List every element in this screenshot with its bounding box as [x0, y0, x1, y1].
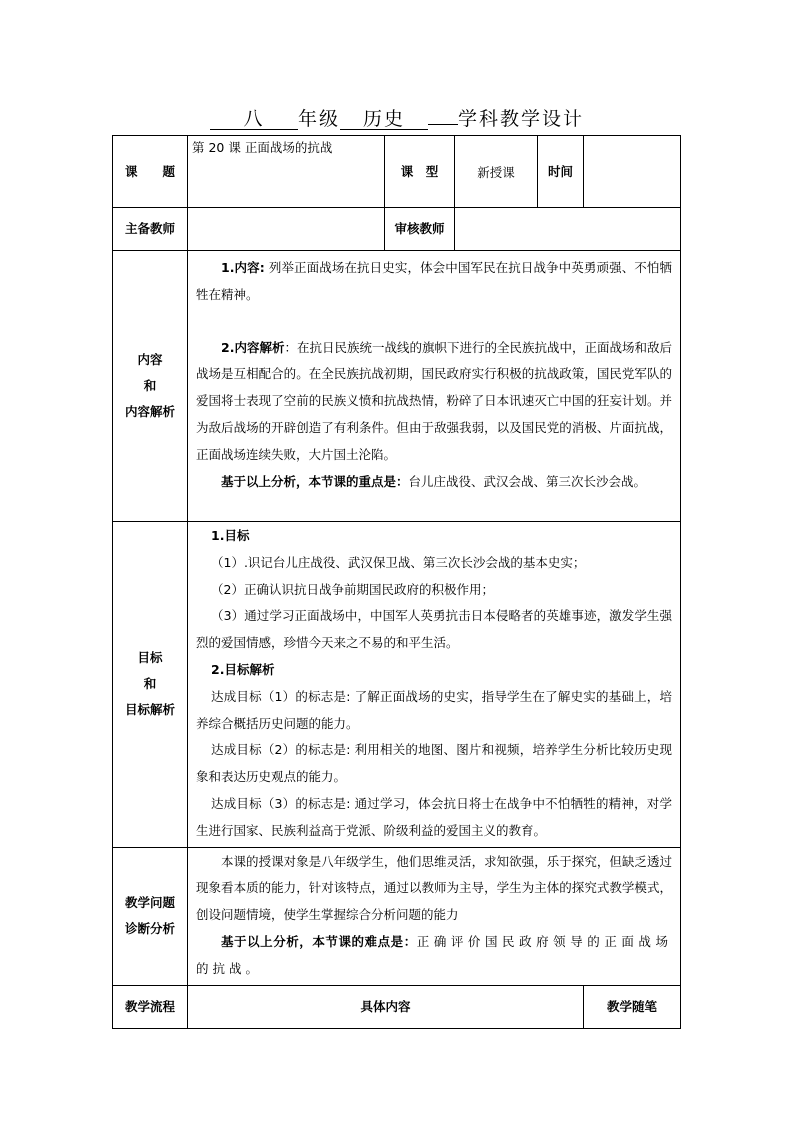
topic-label: 课 题 — [113, 136, 188, 208]
diagnosis-label — [113, 847, 188, 985]
content-p3-text: 台儿庄战役、武汉会战、第三次长沙会战。 — [408, 473, 647, 489]
content-spacer — [196, 309, 672, 335]
diagnosis-paragraph-1: 本课的授课对象是八年级学生，他们思维灵活，求知欲强，乐于探究，但缺乏透过现象看本质的能力，针对该特点，通过以教师为主导，学生为主体的探究式教学模式，创设问题情境，使学生掌握综合分析问题的能力 — [196, 853, 672, 923]
goal-1: （1）.识记台儿庄战役、武汉保卫战、第三次长沙会战的基本史实； — [211, 554, 586, 570]
goals-label-line3: 目标解析 — [124, 702, 175, 718]
content-p2-head: 2.内容解析 — [221, 339, 285, 355]
goals-heading-2: 2.目标解析 — [211, 661, 275, 677]
goals-heading-1: 1.目标 — [211, 528, 250, 543]
goal-analysis-1: 达成目标（1）的标志是: 了解正面战场的史实，指导学生在了解史实的基础上，培养综合概括历史问题的能力。 — [196, 688, 672, 731]
goals-label — [113, 522, 188, 848]
flow-notes-header: 教学随笔 — [584, 985, 681, 1028]
topic-value-text: 第 20 课 正面战场的抗战 — [192, 140, 333, 155]
content-p3-head: 基于以上分析，本节课的重点是： — [221, 473, 409, 489]
document-title — [0, 103, 794, 135]
subject-value: 历史 — [362, 108, 405, 130]
diagnosis-label-line1: 教学问题 — [124, 895, 175, 911]
time-label: 时间 — [538, 136, 584, 208]
diagnosis-label-line2: 诊断分析 — [124, 921, 175, 937]
content-label-line2: 和 — [143, 378, 157, 393]
content-p1-head: 1.内容: — [221, 260, 265, 275]
goals-label-line1: 目标 — [137, 650, 163, 666]
diagnosis-p2-text: 正确评价国民政府领导的正面战场的抗战。 — [196, 933, 672, 976]
content-row — [113, 251, 681, 522]
grade-blank — [210, 109, 298, 130]
goal-analysis-3: 达成目标（3）的标志是: 通过学习，体会抗日将士在战争中不怕牺牲的精神，对学生进行国家、民族利益高于党派、阶级利益的爱国主义的教育。 — [196, 795, 672, 838]
goals-label-line2: 和 — [143, 676, 157, 692]
subject-blank — [340, 109, 428, 130]
topic-value — [188, 136, 385, 208]
subject-trail-blank — [428, 124, 458, 125]
content-p1-text: 列举正面战场在抗日史实，体会中国军民在抗日战争中英勇顽强、不怕牺牲在精神。 — [196, 260, 672, 302]
diagnosis-text — [188, 848, 680, 985]
goals-row — [113, 522, 681, 848]
design-title: 学科教学设计 — [458, 108, 585, 130]
goal-analysis-2: 达成目标（2）的标志是: 利用相关的地图、图片和视频，培养学生分析比较历史现象和表达历史观点的能力。 — [196, 742, 672, 785]
content-text — [188, 251, 680, 497]
reviewer-value — [455, 208, 681, 251]
teacher-row — [113, 208, 681, 251]
diagnosis-body — [188, 847, 681, 985]
content-label — [113, 251, 188, 522]
goals-text — [188, 522, 680, 847]
goal-2: （2）正确认识抗日战争前期国民政府的积极作用； — [211, 581, 494, 597]
diagnosis-paragraph-2 — [196, 929, 672, 983]
diagnosis-p2-head: 基于以上分析，本节课的难点是： — [221, 933, 417, 949]
lesson-plan-table — [112, 135, 681, 1029]
topic-row — [113, 136, 681, 208]
goal-3: （3）通过学习正面战场中，中国军人英勇抗击日本侵略者的英雄事迹，激发学生强烈的爱国情感，珍惜今天来之不易的和平生活。 — [196, 608, 672, 651]
content-label-line1: 内容 — [137, 352, 163, 367]
content-paragraph-2 — [196, 335, 672, 469]
content-paragraph-1 — [196, 255, 672, 309]
type-label: 课 型 — [385, 136, 455, 208]
goals-body — [188, 522, 681, 848]
type-value: 新授课 — [455, 136, 538, 208]
teacher-label: 主备教师 — [113, 208, 188, 251]
reviewer-label: 审核教师 — [385, 208, 455, 251]
content-p2-text: ：在抗日民族统一战线的旗帜下进行的全民族抗战中，正面战场和敌后战场是互相配合的。在全民族抗战初期，国民政府实行积极的抗战政策，国民党军队的爱国将士表现了空前的民族义愤和抗战热情，粉碎了日本讯速灭亡中国的狂妄计划。并为敌后战场的开辟创造了有利条件。但由于敌强我弱，以及国民党的消极、片面抗战，正面战场连续失败，大片国土沦陷。 — [196, 339, 672, 462]
flow-content-header: 具体内容 — [188, 985, 584, 1028]
flow-label: 教学流程 — [113, 985, 188, 1028]
grade-value: 八 — [243, 108, 265, 130]
flow-header-row — [113, 985, 681, 1028]
content-paragraph-3 — [196, 469, 672, 496]
grade-suffix: 年级 — [297, 108, 340, 130]
teacher-value — [188, 208, 385, 251]
diagnosis-row — [113, 847, 681, 985]
content-body — [188, 251, 681, 522]
time-value — [584, 136, 681, 208]
content-label-line3: 内容解析 — [124, 404, 175, 419]
